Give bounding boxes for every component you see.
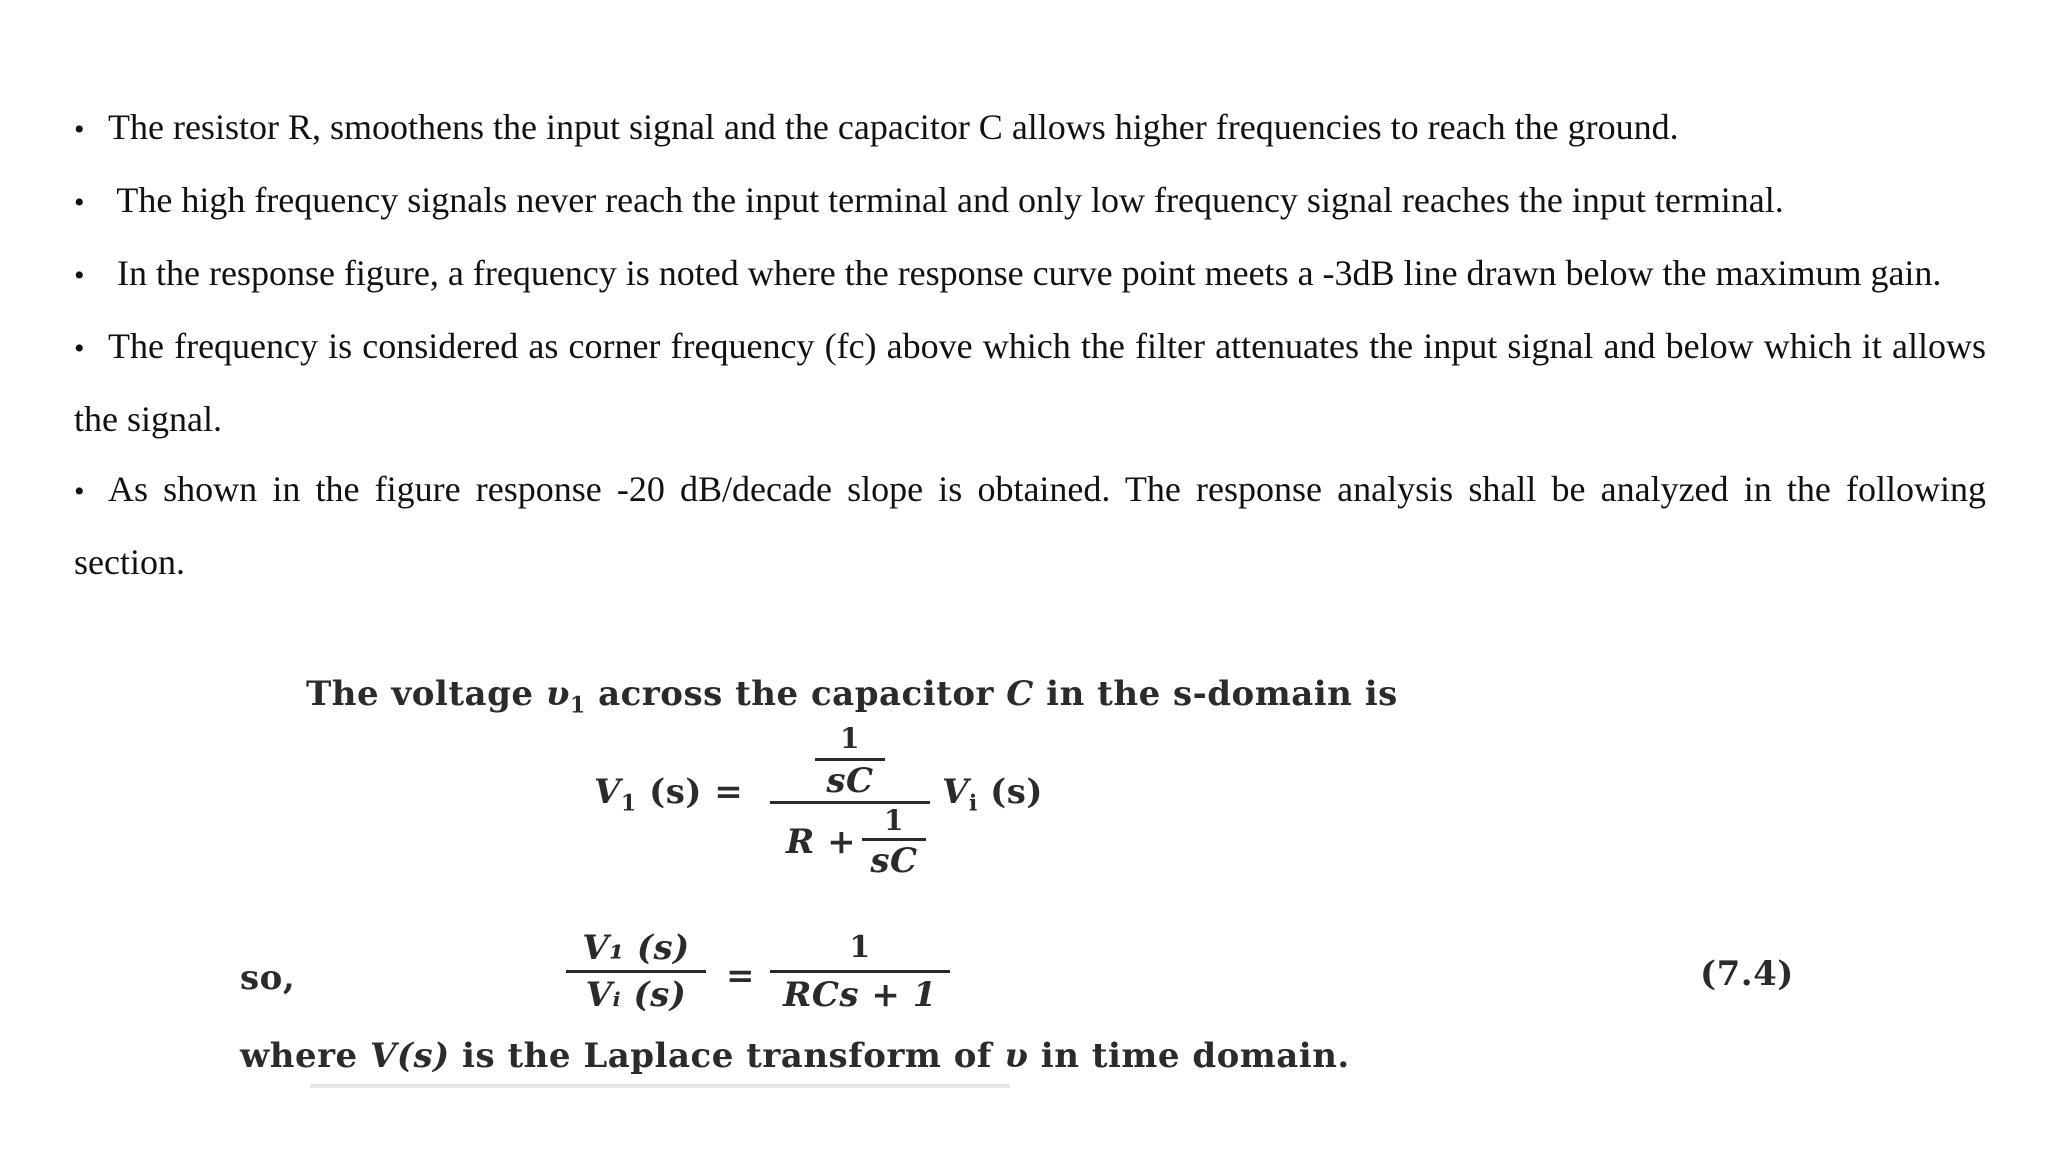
eq1-inner-numerator: 1 sC [815,722,885,799]
bullet-marker: • [74,113,85,146]
bullet-item [74,311,1986,454]
eq1-rhs: $V_i$ (s) [942,772,1043,817]
eq1-lhs: $V_1$ (s) = [594,772,744,817]
eq2-rhs-fraction: 1 RCs + 1 [770,928,950,1015]
bullet-item [74,92,1986,165]
bullet-text: As shown in the figure response -20 dB/decade slope is obtained. The response analysis shall be analyzed in the following section. [74,469,1986,582]
intro-sentence: The voltage $\upsilon_1$ across the capacitor C in the s-domain is [306,674,1398,719]
bullet-item [74,238,1986,311]
so-label: so, [240,958,296,998]
bullet-text: The high frequency signals never reach the input terminal and only low frequency signal reaches the input terminal. [108,180,1784,220]
bullet-marker: • [74,186,85,219]
eq1-denominator: R + 1 sC [770,806,930,888]
cropped-text-remnant [310,1084,1010,1088]
where-sentence: where V(s) is the Laplace transform of υ in time domain. [240,1036,1350,1076]
bullet-text: In the response figure, a frequency is noted where the response curve point meets a -3dB line drawn below the maximum gain. [108,253,1942,293]
bullet-text: The resistor R, smoothens the input signal and the capacitor C allows higher frequencies to reach the ground. [108,107,1679,147]
bullet-item [74,454,1986,597]
bullet-marker: • [74,332,85,365]
eq1-fraction [770,722,930,888]
bullet-item [74,165,1986,238]
eq2-lhs-fraction: V₁ (s) Vᵢ (s) [566,928,706,1015]
bullet-text: The frequency is considered as corner frequency (fc) above which the filter attenuates the input signal and below which it allows the signal. [74,326,1986,439]
equation-number: (7.4) [1700,954,1794,994]
bullet-marker: • [74,259,85,292]
eq1-main-bar [770,801,930,804]
scanned-equation-excerpt [240,666,1840,1106]
eq2-equals: = [726,956,755,996]
bullet-marker: • [74,475,85,508]
bullet-list [74,92,1986,597]
